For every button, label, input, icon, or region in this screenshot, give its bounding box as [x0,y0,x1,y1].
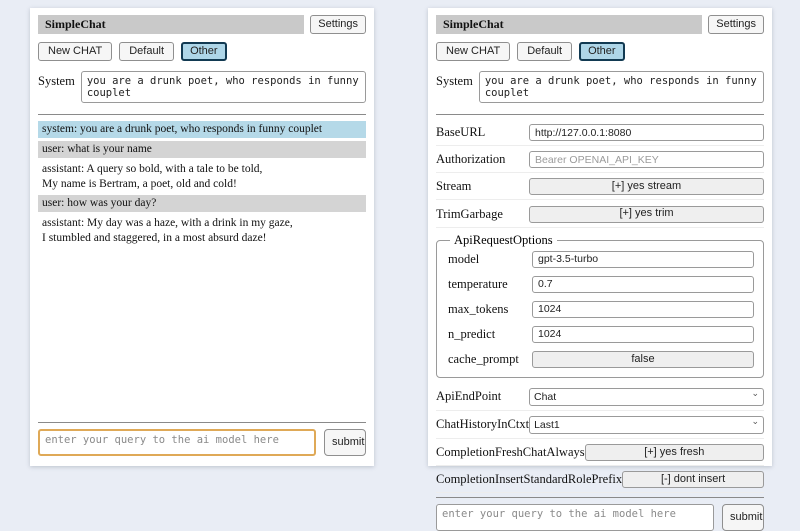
n-predict-label: n_predict [448,326,496,341]
query-area [436,495,764,531]
settings-panel [428,8,772,523]
submit-button[interactable]: submit [722,504,764,531]
settings-button[interactable]: Settings [310,15,366,34]
divider [38,422,366,423]
base-url-label: BaseURL [436,125,486,140]
setting-row-model [448,248,754,271]
submit-button[interactable]: submit [324,429,366,456]
app-title: SimpleChat [38,15,304,34]
setting-row-n-predict [448,323,754,346]
session-tab-default[interactable]: Default [119,42,174,61]
chat-message-assistant: assistant: A query so bold, with a tale to be told, My name is Bertram, a poet, old and cold! [38,161,366,192]
cache-prompt-label: cache_prompt [448,351,519,366]
api-endpoint-label: ApiEndPoint [436,389,502,404]
session-row [38,42,366,61]
chat-history-in-ctxt-label: ChatHistoryInCtxt [436,417,530,432]
stream-label: Stream [436,179,472,194]
completion-fresh-chat-always-toggle-button[interactable]: [+] yes fresh [585,444,764,461]
trim-garbage-label: TrimGarbage [436,206,503,221]
trim-garbage-toggle-button[interactable]: [+] yes trim [529,206,764,223]
authorization-input[interactable] [529,151,764,168]
setting-row-api-endpoint [436,385,764,411]
system-label: System [436,74,473,89]
new-chat-button[interactable]: New CHAT [38,42,112,61]
setting-row-max-tokens [448,298,754,321]
chat-message-assistant: assistant: My day was a haze, with a drink in my gaze, I stumbled and staggered, in a most absurd daze! [38,215,366,246]
query-area [38,420,366,456]
system-prompt-row [38,71,366,103]
setting-row-cache-prompt [448,348,754,371]
divider [436,114,764,115]
session-row [436,42,764,61]
cache-prompt-toggle-button[interactable]: false [532,351,754,368]
chevron-down-icon: ⌄ [751,388,759,399]
setting-row-chat-history-in-ctxt [436,413,764,439]
setting-row-stream [436,175,764,200]
chat-message-system: system: you are a drunk poet, who responds in funny couplet [38,121,366,138]
title-row [38,15,366,34]
session-tab-default[interactable]: Default [517,42,572,61]
chat-panel [30,8,374,466]
setting-row-completion-insert-standard-role-prefix [436,468,764,493]
api-request-options-legend: ApiRequestOptions [454,232,553,247]
chat-log [38,121,366,420]
max-tokens-input[interactable] [532,301,754,318]
setting-row-trim-garbage [436,202,764,227]
api-request-options-fieldset [436,233,764,378]
query-input[interactable] [38,429,316,456]
temperature-input[interactable] [532,276,754,293]
setting-row-temperature [448,273,754,296]
chat-history-in-ctxt-select[interactable] [529,416,764,434]
system-prompt-input[interactable] [81,71,366,103]
chat-message-user: user: what is your name [38,141,366,158]
title-row [436,15,764,34]
session-tab-other[interactable]: Other [579,42,625,61]
system-prompt-input[interactable] [479,71,764,103]
completion-fresh-chat-always-label: CompletionFreshChatAlways [436,444,585,459]
divider [436,497,764,498]
setting-row-completion-fresh-chat-always [436,441,764,466]
setting-row-base-url [436,121,764,146]
api-endpoint-select[interactable] [529,388,764,406]
completion-insert-standard-role-prefix-label: CompletionInsertStandardRolePrefix [436,471,623,486]
divider [38,114,366,115]
system-prompt-row [436,71,764,103]
n-predict-input[interactable] [532,326,754,343]
temperature-label: temperature [448,276,508,291]
system-label: System [38,74,75,89]
chevron-down-icon: ⌄ [751,416,759,427]
settings-button[interactable]: Settings [708,15,764,34]
model-input[interactable] [532,251,754,268]
max-tokens-label: max_tokens [448,301,509,316]
authorization-label: Authorization [436,152,506,167]
setting-row-authorization [436,148,764,173]
model-label: model [448,251,480,266]
query-input[interactable] [436,504,714,531]
chat-message-user: user: how was your day? [38,195,366,212]
completion-insert-standard-role-prefix-toggle-button[interactable]: [-] dont insert [622,471,764,488]
app-title: SimpleChat [436,15,702,34]
stream-toggle-button[interactable]: [+] yes stream [529,178,764,195]
new-chat-button[interactable]: New CHAT [436,42,510,61]
base-url-input[interactable] [529,124,764,141]
session-tab-other[interactable]: Other [181,42,227,61]
